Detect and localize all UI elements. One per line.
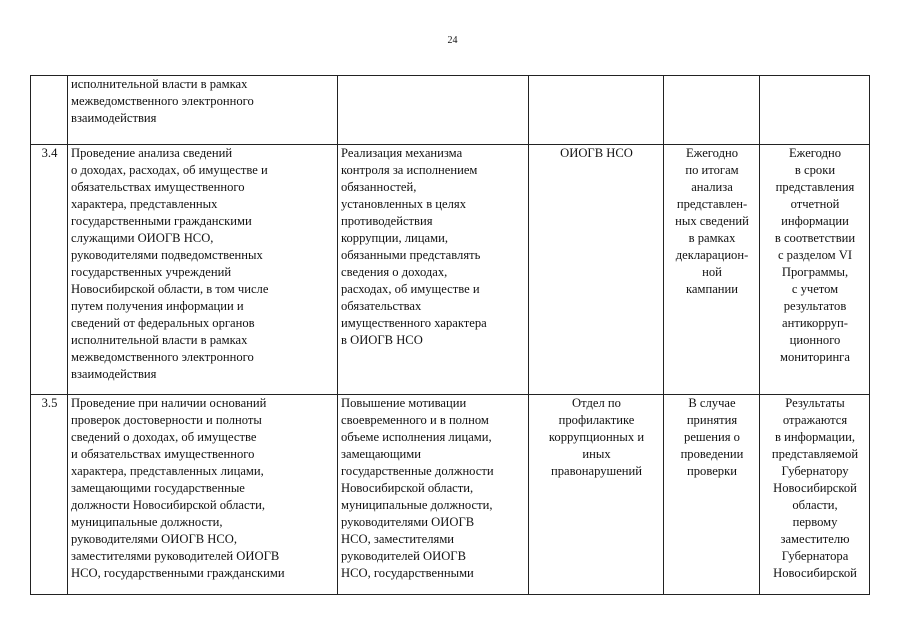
cell-text-line: декларацион-	[675, 248, 749, 262]
cell-text-line: замещающими	[341, 447, 421, 461]
cell-text-line: области,	[792, 498, 838, 512]
cell-text-line: в ОИОГВ НСО	[341, 333, 423, 347]
measures-table	[30, 75, 870, 595]
term-cell	[664, 145, 760, 395]
result-cell	[338, 395, 529, 595]
cell-text-line: коррупции, лицами,	[341, 231, 448, 245]
cell-text-line: Губернатору	[781, 464, 849, 478]
cell-text-line: проведении	[680, 447, 744, 461]
cell-text-line: Новосибирской области, в том числе	[71, 282, 269, 296]
table-row	[31, 145, 870, 395]
cell-text-line: обязанностей,	[341, 180, 417, 194]
term-cell	[664, 76, 760, 145]
cell-text-line: Новосибирской	[773, 566, 857, 580]
cell-text-line: и обязательствах имущественного	[71, 447, 255, 461]
cell-text-line: должности Новосибирской области,	[71, 498, 265, 512]
cell-text-line: ОИОГВ НСО	[560, 146, 633, 160]
cell-text-line: заместителями руководителей ОИОГВ	[71, 549, 280, 563]
cell-text-line: о доходах, расходах, об имуществе и	[71, 163, 268, 177]
event-cell	[68, 145, 338, 395]
table-body	[31, 76, 870, 595]
cell-text-line: первому	[792, 515, 838, 529]
cell-text-line: обязательствах имущественного	[71, 180, 245, 194]
cell-text-line: в информации,	[775, 430, 855, 444]
cell-text-line: замещающими государственные	[71, 481, 245, 495]
cell-text-line: взаимодействия	[71, 367, 157, 381]
cell-text-line: Отдел по	[572, 396, 621, 410]
cell-text-line: коррупционных и	[548, 430, 645, 444]
cell-text-line: расходах, об имуществе и	[341, 282, 480, 296]
cell-text-line: мониторинга	[780, 350, 850, 364]
cell-text-line: правонарушений	[550, 464, 643, 478]
executor-cell	[529, 76, 664, 145]
cell-text-line: решения о	[684, 430, 740, 444]
event-cell	[68, 76, 338, 145]
cell-text-line: исполнительной власти в рамках	[71, 333, 248, 347]
cell-text-line: сведений о доходах, об имуществе	[71, 430, 257, 444]
cell-text-line: НСО, государственными	[341, 566, 474, 580]
executor-cell	[529, 395, 664, 595]
cell-text-line: иных	[582, 447, 611, 461]
cell-text-line: принятия	[686, 413, 738, 427]
cell-text-line: отчетной	[790, 197, 840, 211]
executor-cell	[529, 145, 664, 395]
cell-text-line: Новосибирской области,	[341, 481, 474, 495]
page-number: 24	[447, 35, 458, 46]
cell-text-line: объеме исполнения лицами,	[341, 430, 492, 444]
cell-text-line: межведомственного электронного	[71, 94, 254, 108]
cell-text-line: ной	[702, 265, 722, 279]
cell-text-line: руководителями подведомственных	[71, 248, 263, 262]
cell-text-line: установленных в целях	[341, 197, 467, 211]
cell-text-line: с учетом	[791, 282, 839, 296]
cell-text-line: руководителями ОИОГВ НСО,	[71, 532, 238, 546]
cell-text-line: Повышение мотивации	[341, 396, 467, 410]
event-cell	[68, 395, 338, 595]
cell-text-line: отражаются	[782, 413, 848, 427]
cell-text-line: в сроки	[794, 163, 836, 177]
cell-text-line: Проведение при наличии оснований	[71, 396, 267, 410]
cell-text-line: ционного	[789, 333, 841, 347]
cell-text-line: информации	[781, 214, 849, 228]
cell-text-line: служащими ОИОГВ НСО,	[71, 231, 214, 245]
table-row	[31, 76, 870, 145]
cell-text-line: НСО, заместителями	[341, 532, 455, 546]
result-cell	[338, 145, 529, 395]
cell-text-line: профилактике	[558, 413, 635, 427]
row-number-cell: 3.5	[31, 395, 68, 595]
cell-text-line: Ежегодно	[788, 146, 842, 160]
cell-text-line: обязательствах	[341, 299, 422, 313]
cell-text-line: кампании	[685, 282, 739, 296]
cell-text-line: Результаты	[785, 396, 845, 410]
cell-text-line: контроля за исполнением	[341, 163, 478, 177]
report-cell	[760, 395, 870, 595]
cell-text-line: имущественного характера	[341, 316, 487, 330]
cell-text-line: характера, представленных лицами,	[71, 464, 264, 478]
cell-text-line: заместителю	[780, 532, 850, 546]
cell-text-line: Проведение анализа сведений	[71, 146, 233, 160]
cell-text-line: государственные должности	[341, 464, 494, 478]
cell-text-line: анализа	[691, 180, 733, 194]
cell-text-line: представления	[775, 180, 855, 194]
cell-text-line: характера, представленных	[71, 197, 218, 211]
term-cell	[664, 395, 760, 595]
cell-text-line: Программы,	[781, 265, 849, 279]
cell-text-line: муниципальные должности,	[341, 498, 493, 512]
report-cell	[760, 76, 870, 145]
cell-text-line: Реализация механизма	[341, 146, 463, 160]
cell-text-line: муниципальные должности,	[71, 515, 223, 529]
cell-text-line: исполнительной власти в рамках	[71, 77, 248, 91]
row-number-cell	[31, 76, 68, 145]
report-cell	[760, 145, 870, 395]
cell-text-line: результатов	[783, 299, 847, 313]
cell-text-line: представлен-	[676, 197, 748, 211]
result-cell	[338, 76, 529, 145]
cell-text-line: в рамках	[688, 231, 736, 245]
cell-text-line: сведений от федеральных органов	[71, 316, 255, 330]
cell-text-line: государственными гражданскими	[71, 214, 252, 228]
cell-text-line: проверок достоверности и полноты	[71, 413, 262, 427]
table-row	[31, 395, 870, 595]
cell-text-line: своевременного и в полном	[341, 413, 489, 427]
cell-text-line: антикорруп-	[781, 316, 848, 330]
cell-text-line: руководителями ОИОГВ	[341, 515, 475, 529]
cell-text-line: обязанными представлять	[341, 248, 481, 262]
cell-text-line: путем получения информации и	[71, 299, 244, 313]
cell-text-line: проверки	[687, 464, 737, 478]
cell-text-line: Ежегодно	[685, 146, 739, 160]
cell-text-line: противодействия	[341, 214, 433, 228]
row-number-cell: 3.4	[31, 145, 68, 395]
cell-text-line: представляемой	[771, 447, 859, 461]
cell-text-line: ных сведений	[675, 214, 749, 228]
cell-text-line: государственных учреждений	[71, 265, 232, 279]
cell-text-line: Губернатора	[781, 549, 849, 563]
cell-text-line: Новосибирской	[773, 481, 857, 495]
cell-text-line: НСО, государственными гражданскими	[71, 566, 285, 580]
cell-text-line: межведомственного электронного	[71, 350, 254, 364]
cell-text-line: по итогам	[685, 163, 739, 177]
cell-text-line: с разделом VI	[777, 248, 853, 262]
cell-text-line: руководителей ОИОГВ	[341, 549, 466, 563]
cell-text-line: в соответствии	[774, 231, 856, 245]
cell-text-line: взаимодействия	[71, 111, 157, 125]
cell-text-line: В случае	[688, 396, 736, 410]
cell-text-line: сведения о доходах,	[341, 265, 448, 279]
